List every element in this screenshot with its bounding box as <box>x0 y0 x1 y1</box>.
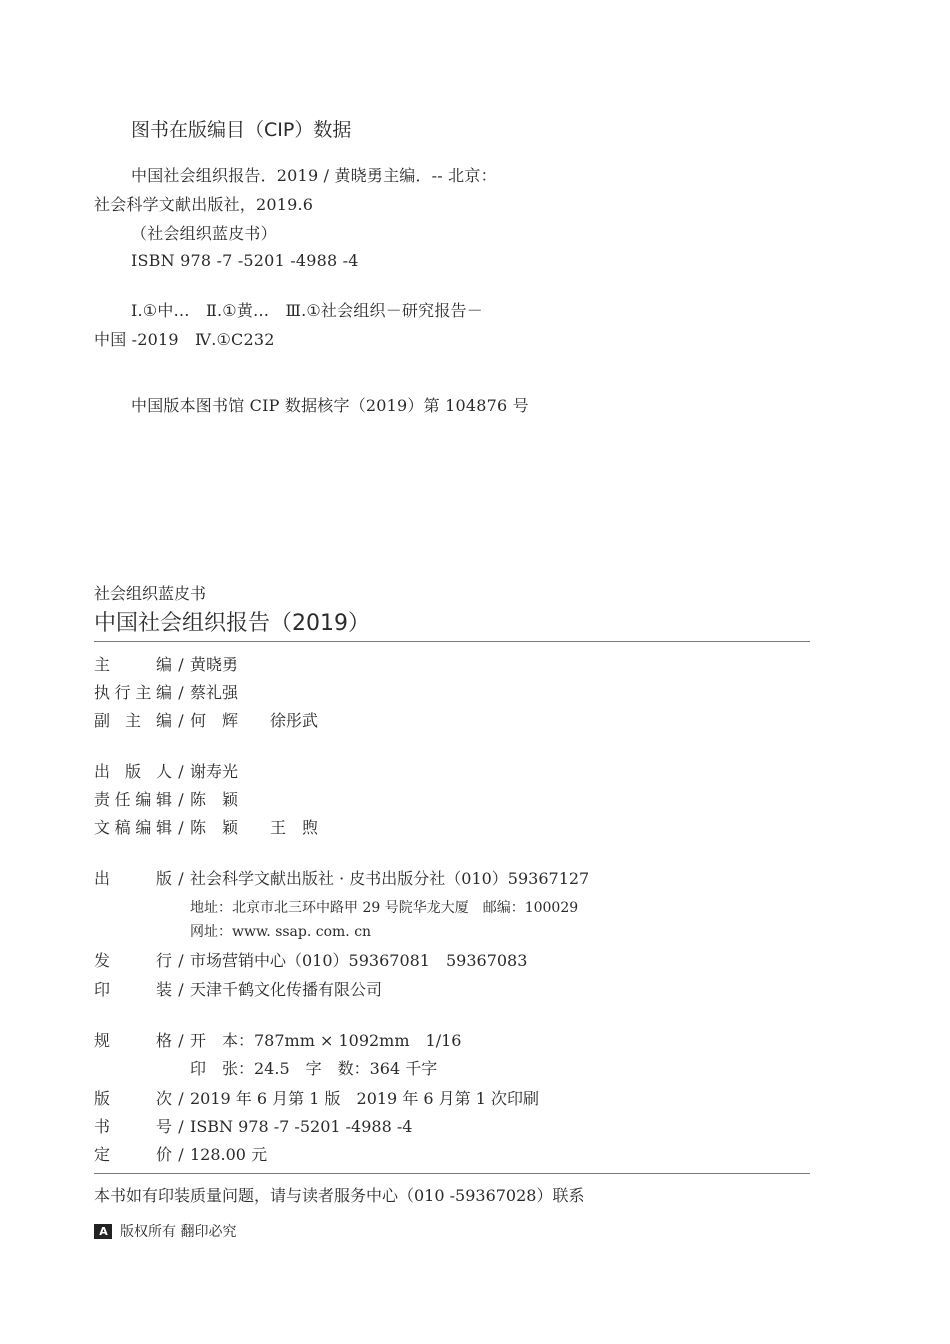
book-title: 中国社会组织报告（2019） <box>94 611 370 636</box>
executive-editor-row <box>94 680 238 702</box>
cip-line-6: 中国 -2019 Ⅳ.①C232 <box>94 330 275 349</box>
price-label: 定 价 <box>94 1145 172 1164</box>
cip-line-5: Ⅰ.①中… Ⅱ.①黄… Ⅲ.①社会组织－研究报告－ <box>131 301 483 320</box>
slash: ∕ <box>178 711 184 730</box>
slash: ∕ <box>178 818 184 837</box>
slash: ∕ <box>178 869 184 888</box>
publisher-value: 社会科学文献出版社 · 皮书出版分社（010）59367127 <box>190 869 590 888</box>
publisher-person-label: 出 版 人 <box>94 762 172 781</box>
publisher-label: 出 版 <box>94 869 172 888</box>
cip-line-1: 中国社会组织报告．2019 ∕ 黄晓勇主编．-- 北京： <box>131 166 497 185</box>
slash: ∕ <box>178 683 184 702</box>
responsible-editor-row <box>94 787 238 809</box>
publisher-row <box>94 866 589 888</box>
cip-line-3: （社会组织蓝皮书） <box>131 224 277 243</box>
divider-top <box>94 641 810 642</box>
printing-row <box>94 977 382 999</box>
slash: ∕ <box>178 951 184 970</box>
cip-data-number: 中国版本图书馆 CIP 数据核字（2019）第 104876 号 <box>131 396 529 415</box>
editor-row <box>94 652 238 674</box>
copy-editor-label: 文稿编辑 <box>94 818 172 837</box>
slash: ∕ <box>178 1145 184 1164</box>
slash: ∕ <box>178 1117 184 1136</box>
associate-editor-row <box>94 708 318 730</box>
copyright-line <box>94 1221 236 1241</box>
slash: ∕ <box>178 790 184 809</box>
cip-line-4: ISBN 978 -7 -5201 -4988 -4 <box>131 251 359 270</box>
slash: ∕ <box>178 1031 184 1050</box>
publisher-logo-icon: A <box>94 1224 112 1239</box>
associate-editor-label: 副 主 编 <box>94 711 172 730</box>
publisher-website: 网址：www. ssap. com. cn <box>190 924 372 940</box>
slash: ∕ <box>178 1089 184 1108</box>
slash: ∕ <box>178 980 184 999</box>
slash: ∕ <box>178 655 184 674</box>
responsible-editor-value: 陈 颖 <box>190 790 239 809</box>
distribution-row <box>94 948 527 970</box>
price-value: 128.00 元 <box>190 1145 268 1164</box>
spec-label: 规 格 <box>94 1031 172 1050</box>
slash: ∕ <box>178 762 184 781</box>
copy-editor-value: 陈 颖 王 煦 <box>190 818 319 837</box>
cip-heading: 图书在版编目（CIP）数据 <box>131 119 352 141</box>
responsible-editor-label: 责任编辑 <box>94 790 172 809</box>
printing-value: 天津千鹤文化传播有限公司 <box>190 980 383 999</box>
edition-label: 版 次 <box>94 1089 172 1108</box>
isbn-row <box>94 1114 412 1136</box>
spec-value: 开 本：787mm × 1092mm 1/16 <box>190 1031 462 1050</box>
copy-editor-row <box>94 815 318 837</box>
divider-bottom <box>94 1173 810 1174</box>
spec-row <box>94 1028 461 1050</box>
distribution-label: 发 行 <box>94 951 172 970</box>
copyright-text: 版权所有 翻印必究 <box>120 1224 237 1240</box>
edition-value: 2019 年 6 月第 1 版 2019 年 6 月第 1 次印刷 <box>190 1089 540 1108</box>
series-name: 社会组织蓝皮书 <box>94 584 207 603</box>
executive-editor-label: 执行主编 <box>94 683 172 702</box>
edition-row <box>94 1086 539 1108</box>
isbn-value: ISBN 978 -7 -5201 -4988 -4 <box>190 1117 413 1136</box>
associate-editor-value: 何 辉 徐彤武 <box>190 711 319 730</box>
service-notice: 本书如有印装质量问题，请与读者服务中心（010 -59367028）联系 <box>94 1186 585 1205</box>
editor-label: 主 编 <box>94 655 172 674</box>
publisher-person-row <box>94 759 238 781</box>
publisher-person-value: 谢寿光 <box>190 762 239 781</box>
distribution-value: 市场营销中心（010）59367081 59367083 <box>190 951 528 970</box>
publisher-address: 地址：北京市北三环中路甲 29 号院华龙大厦 邮编：100029 <box>190 900 579 916</box>
price-row <box>94 1142 267 1164</box>
executive-editor-value: 蔡礼强 <box>190 683 239 702</box>
cip-line-2: 社会科学文献出版社，2019.6 <box>94 195 314 214</box>
editor-value: 黄晓勇 <box>190 655 239 674</box>
printing-label: 印 装 <box>94 980 172 999</box>
isbn-label: 书 号 <box>94 1117 172 1136</box>
spec-sub: 印 张：24.5 字 数：364 千字 <box>190 1059 438 1078</box>
